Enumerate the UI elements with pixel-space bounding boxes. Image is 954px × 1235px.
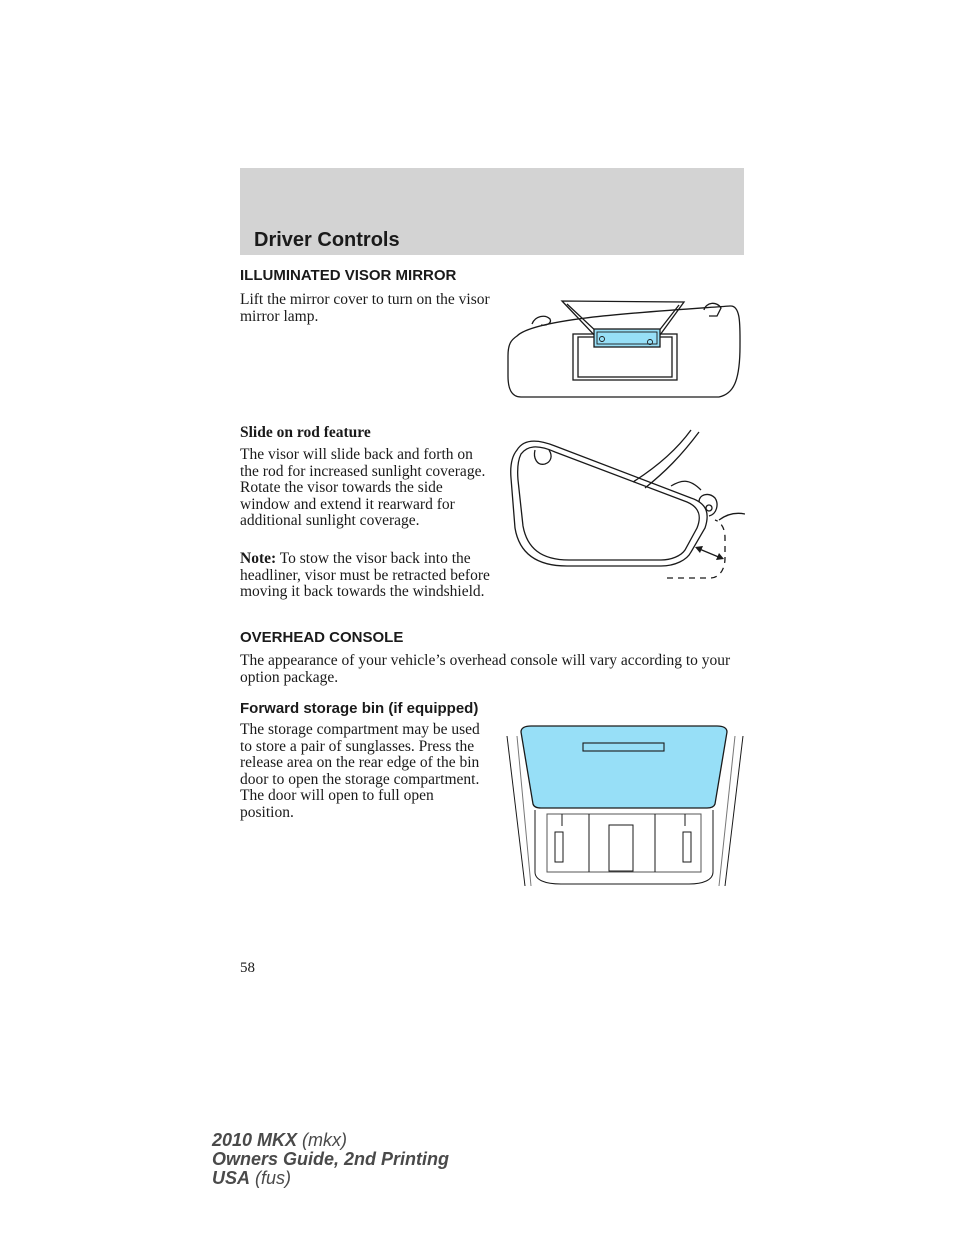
note-text: To stow the visor back into the headliner, visor must be retracted before moving it back towards the windshield. (240, 550, 490, 600)
subheading-forward-storage-bin: Forward storage bin (if equipped) (240, 700, 479, 717)
visor-mirror-illustration (505, 296, 745, 404)
footer-line-1: 2010 MKX (mkx) (212, 1130, 348, 1150)
footer-line-2: Owners Guide, 2nd Printing (212, 1149, 450, 1169)
section-heading-overhead-console: OVERHEAD CONSOLE (240, 629, 404, 646)
footer-line-3: USA (fus) (212, 1168, 292, 1188)
visor-mirror-text: Lift the mirror cover to turn on the visor mirror lamp. (240, 291, 490, 325)
section-heading-visor-mirror: ILLUMINATED VISOR MIRROR (240, 267, 457, 284)
visor-slide-illustration (505, 428, 745, 586)
footer (212, 1131, 449, 1188)
overhead-console-illustration (505, 722, 745, 887)
page-number: 58 (240, 960, 255, 976)
forward-storage-bin-text: The storage compartment may be used to store a pair of sunglasses. Press the release area on the rear edge of the bin door to open the storage compartment. The door will open to full open position. (240, 721, 480, 821)
note-label: Note: (240, 550, 277, 567)
page-title: Driver Controls (254, 229, 400, 251)
slide-on-rod-text: The visor will slide back and forth on the rod for increased sunlight coverage. Rotate the visor towards the side window and extend it rearward for additional sunlight coverage. (240, 446, 486, 529)
overhead-console-text: The appearance of your vehicle’s overhead console will vary according to your option package. (240, 652, 731, 686)
subheading-slide-on-rod: Slide on rod feature (240, 424, 371, 441)
header-band (240, 168, 744, 255)
slide-on-rod-note (240, 551, 490, 601)
